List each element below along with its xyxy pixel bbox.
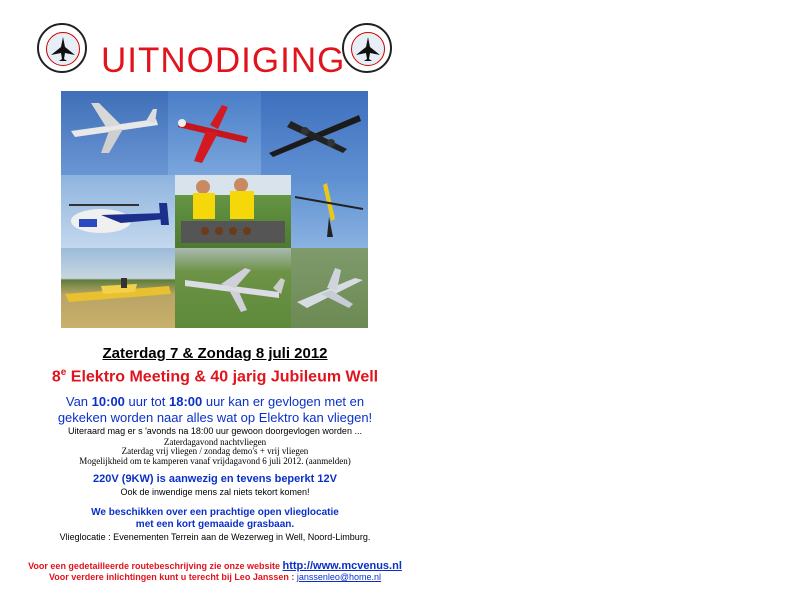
contact-info: Voor verdere inlichtingen kunt u terecht bij Leo Janssen : janssenleo@home.nl xyxy=(48,572,382,582)
barbecue-photo xyxy=(175,175,291,248)
field-description: We beschikken over een prachtige open vlieglocatie met een kort gemaaide grasbaan. xyxy=(91,507,339,530)
page-title: UITNODIGING xyxy=(101,41,346,80)
jet-icon xyxy=(354,35,382,63)
club-logo-right xyxy=(342,23,392,73)
camping-note: Mogelijkheid om te kamperen vanaf vrijdagavond 6 juli 2012. (aanmelden) xyxy=(79,456,351,466)
transport-plane-grass-photo xyxy=(175,248,291,328)
photo-collage xyxy=(61,91,368,328)
location-note: Vlieglocatie : Evenementen Terrein aan de Wezerweg in Well, Noord-Limburg. xyxy=(59,532,371,542)
flying-times: Van 10:00 uur tot 18:00 uur kan er gevlogen met en gekeken worden naar alles wat op Elektro kan vliegen! xyxy=(57,394,373,425)
red-aerobatic-plane-photo xyxy=(168,91,261,175)
program-note: Zaterdag vrij vliegen / zondag demo's + vrij vliegen xyxy=(121,446,309,456)
website-link[interactable]: http://www.mcvenus.nl xyxy=(282,560,402,572)
event-date: Zaterdag 7 & Zondag 8 juli 2012 xyxy=(102,345,328,362)
aerobatic-helicopter-photo xyxy=(291,175,368,248)
route-info: Voor een gedetailleerde routebeschrijving zie onze website http://www.mcvenus.nl xyxy=(28,560,402,572)
twin-engine-plane-photo xyxy=(261,91,368,175)
helicopter-photo xyxy=(61,175,175,248)
food-note: Ook de inwendige mens zal niets tekort komen! xyxy=(120,487,310,497)
power-note: 220V (9KW) is aanwezig en tevens beperkt 12V xyxy=(93,473,337,485)
email-link[interactable]: janssenleo@home.nl xyxy=(296,572,382,582)
cargo-plane-photo xyxy=(61,91,168,175)
fighter-jet-photo xyxy=(291,248,368,328)
night-flying-note: Zaterdagavond nachtvliegen xyxy=(163,437,267,447)
evening-flying-note: Uiteraard mag er s 'avonds na 18:00 uur gewoon doorgevlogen worden ... xyxy=(68,426,362,436)
event-title: 8e Elektro Meeting & 40 jarig Jubileum Well xyxy=(51,367,379,386)
jet-icon xyxy=(49,35,77,63)
club-logo-left xyxy=(37,23,87,73)
flying-wing-photo xyxy=(61,248,175,328)
